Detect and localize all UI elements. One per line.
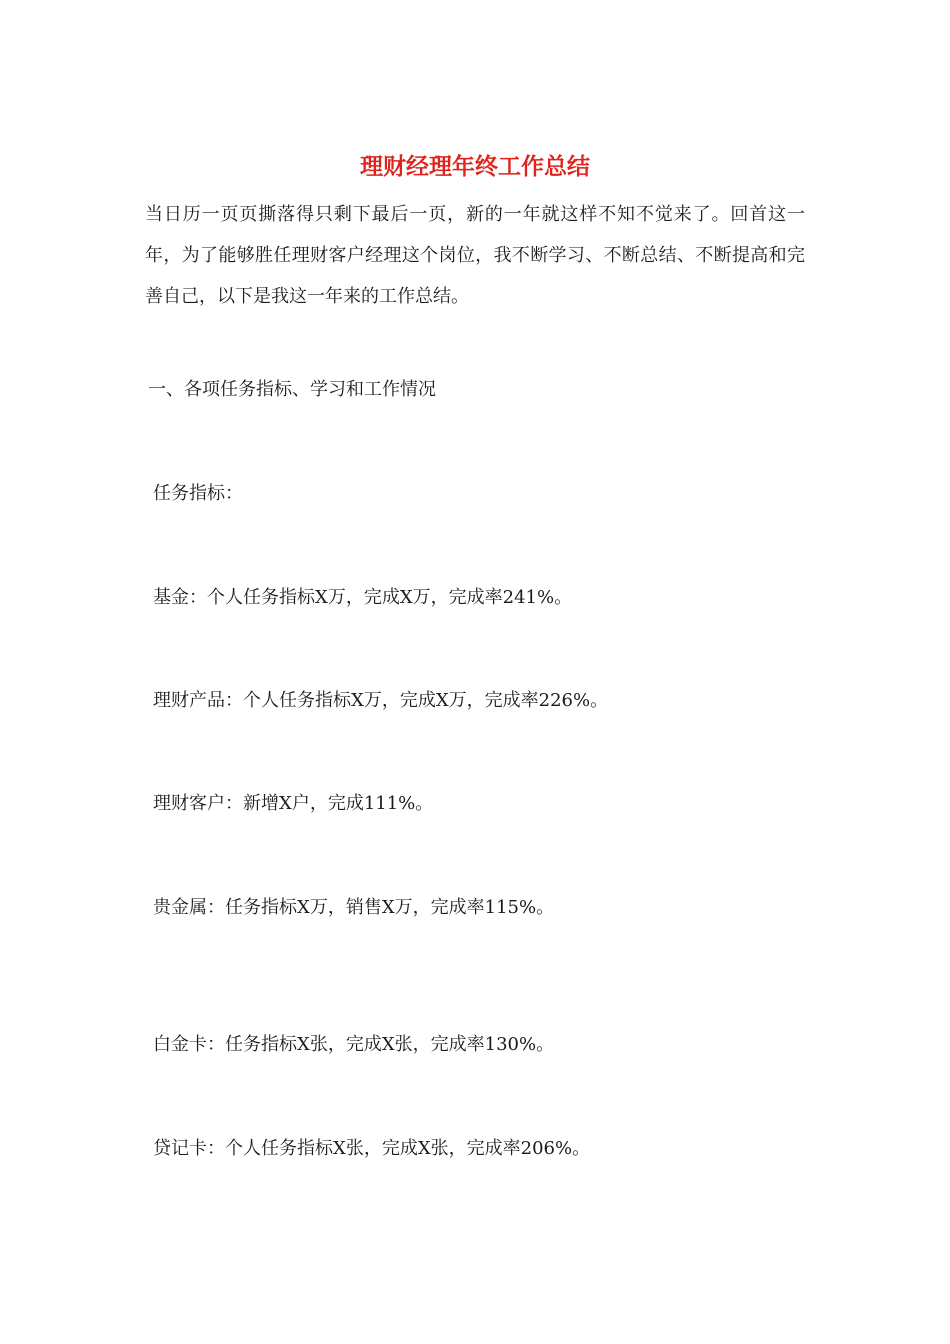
task-item-wealth-client: 理财客户：新增X户，完成111%。: [153, 793, 434, 814]
task-item-credit-card: 贷记卡：个人任务指标X张，完成X张，完成率206%。: [153, 1138, 591, 1159]
task-item-platinum-card: 白金卡：任务指标X张，完成X张，完成率130%。: [153, 1034, 555, 1055]
intro-paragraph: 当日历一页页撕落得只剩下最后一页，新的一年就这样不知不觉来了。回首这一年，为了能够胜任理财客户经理这个岗位，我不断学习、不断总结、不断提高和完善自己，以下是我这一年来的工作总结。: [145, 204, 805, 307]
task-label: 任务指标：: [153, 483, 243, 504]
task-item-fund: 基金：个人任务指标X万，完成X万，完成率241%。: [153, 587, 573, 608]
document-title: 理财经理年终工作总结: [360, 154, 590, 180]
section-heading: 一、各项任务指标、学习和工作情况: [148, 379, 436, 400]
task-item-wealth-product: 理财产品：个人任务指标X万，完成X万，完成率226%。: [153, 690, 609, 711]
task-item-precious-metal: 贵金属：任务指标X万，销售X万，完成率115%。: [153, 897, 555, 918]
